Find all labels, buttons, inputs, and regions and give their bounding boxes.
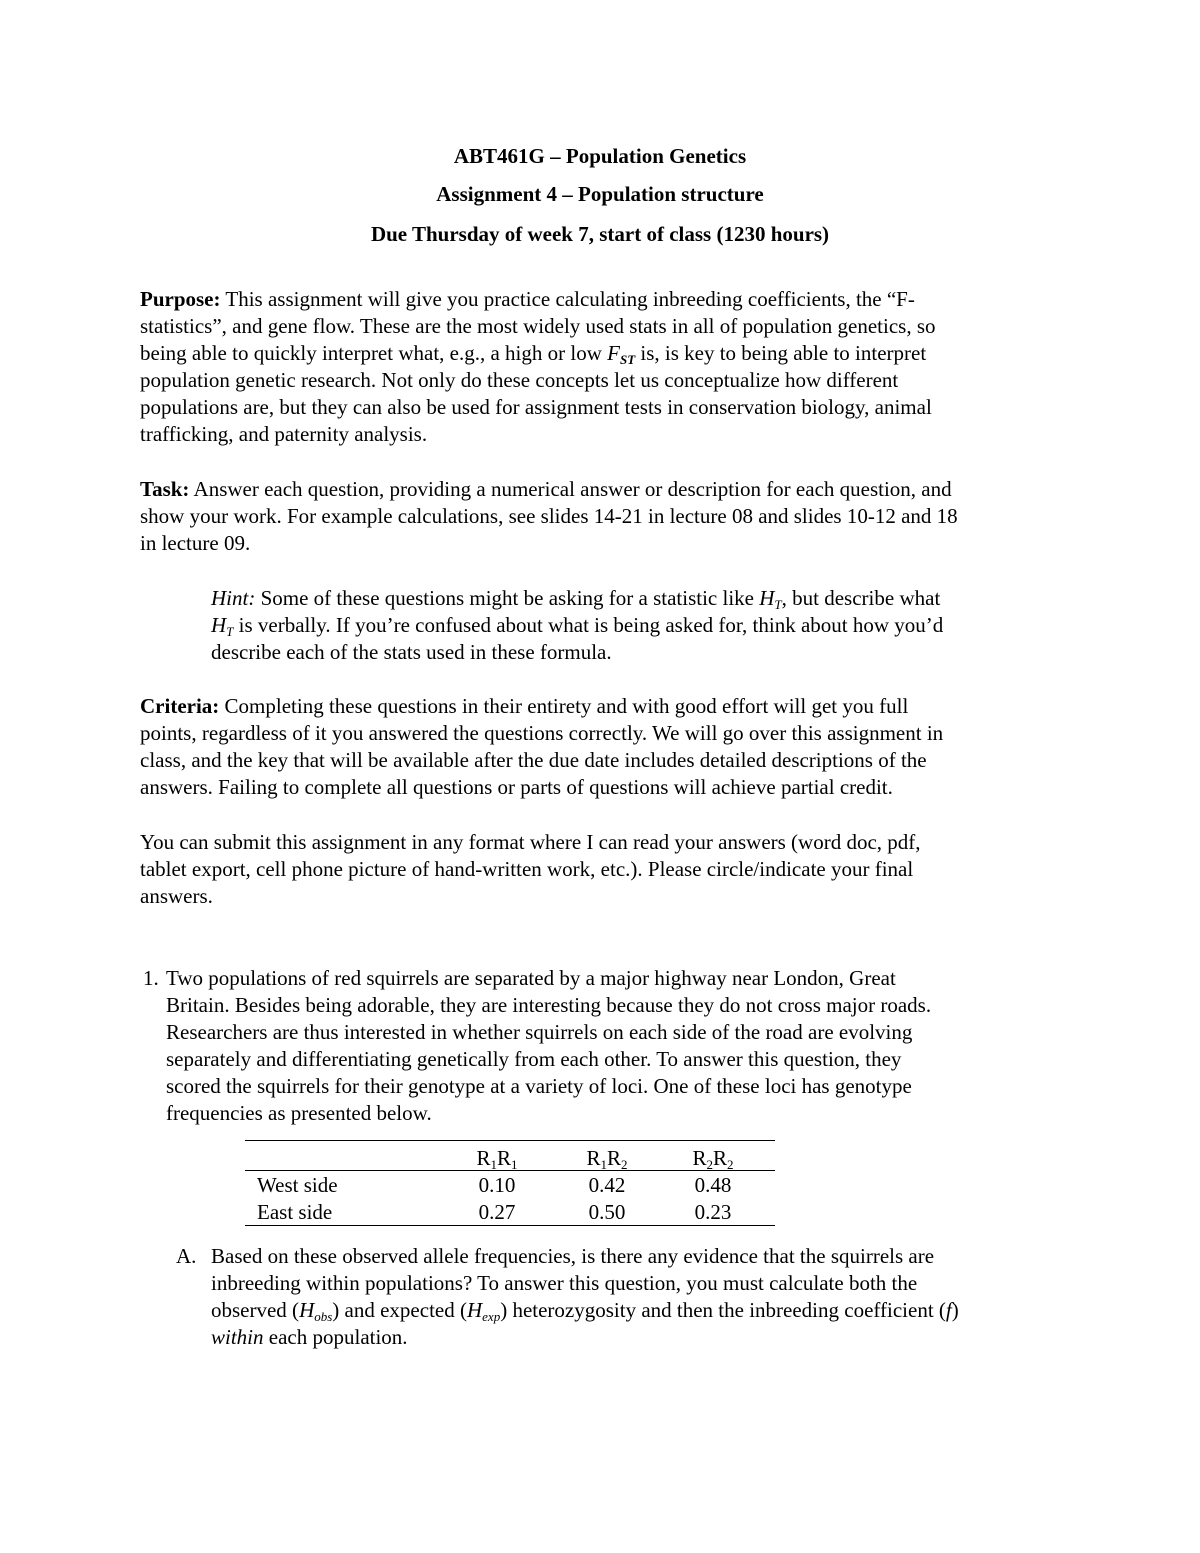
purpose-line-1: Purpose: This assignment will give you practice calculating inbreeding coefficients, the “F- xyxy=(140,287,915,311)
task-line-3: in lecture 09. xyxy=(140,531,251,555)
submit-line-2: tablet export, cell phone picture of hand-written work, etc.). Please circle/indicate your final xyxy=(140,857,914,881)
question-1-line-3: Researchers are thus interested in whether squirrels on each side of the road are evolving xyxy=(166,1020,913,1044)
table-header-r1r2: $R_1R_2$ xyxy=(586,1146,628,1172)
purpose-line-3: being able to quickly interpret what, e.g., a high or low $F_{ST}$ is, is key to being able to interpret xyxy=(140,341,927,367)
part-a-line-2: inbreeding within populations? To answer this question, you must calculate both the xyxy=(211,1271,918,1295)
purpose-line-2: statistics”, and gene flow. These are the most widely used stats in all of population genetics, so xyxy=(140,314,936,338)
row-label-east: East side xyxy=(257,1200,333,1224)
submit-line-3: answers. xyxy=(140,884,213,908)
criteria-line-2: points, regardless of it you answered the questions correctly. We will go over this assignment in xyxy=(140,721,944,745)
question-1-line-5: scored the squirrels for their genotype at a variety of loci. One of these loci has genotype xyxy=(166,1074,912,1098)
hint-label: Hint: xyxy=(211,586,256,610)
part-a-line-3: observed $(H_{obs})$ and expected $(H_{exp})$ heterozygosity and then the inbreeding coefficient (f) xyxy=(211,1298,959,1324)
course-title: ABT461G – Population Genetics xyxy=(453,144,747,168)
table-top-rule xyxy=(245,1140,775,1141)
purpose-label: Purpose: xyxy=(140,287,221,311)
cell-east-r2r2: 0.23 xyxy=(694,1200,732,1224)
cell-east-r1r2: 0.50 xyxy=(588,1200,626,1224)
table-header-rule xyxy=(245,1170,775,1171)
criteria-line-4: answers. Failing to complete all questions or parts of questions will achieve partial credit. xyxy=(140,775,893,799)
criteria-line-1: Criteria: Completing these questions in their entirety and with good effort will get you full xyxy=(140,694,909,718)
question-1-line-6: frequencies as presented below. xyxy=(166,1101,432,1125)
cell-west-r1r2: 0.42 xyxy=(588,1173,626,1197)
hint-line-1: Hint: Some of these questions might be asking for a statistic like $H_T$, but describe what xyxy=(211,586,941,612)
table-header-r2r2: $R_2R_2$ xyxy=(692,1146,734,1172)
purpose-line-6: trafficking, and paternity analysis. xyxy=(140,422,428,446)
cell-west-r2r2: 0.48 xyxy=(694,1173,732,1197)
question-1-line-1: Two populations of red squirrels are separated by a major highway near London, Great xyxy=(166,966,896,990)
part-a-line-1: Based on these observed allele frequencies, is there any evidence that the squirrels are xyxy=(211,1244,935,1268)
cell-west-r1r1: 0.10 xyxy=(478,1173,516,1197)
table-bottom-rule xyxy=(245,1225,775,1226)
hint-line-3: describe each of the stats used in these formula. xyxy=(211,640,612,664)
row-label-west: West side xyxy=(257,1173,338,1197)
task-line-1: Task: Answer each question, providing a numerical answer or description for each question, and xyxy=(140,477,952,501)
purpose-line-4: population genetic research. Not only do these concepts let us conceptualize how different xyxy=(140,368,899,392)
due-date: Due Thursday of week 7, start of class (1230 hours) xyxy=(370,222,830,246)
question-1-line-4: separately and differentiating genetically from each other. To answer this question, they xyxy=(166,1047,902,1071)
part-a-letter: A. xyxy=(176,1244,197,1268)
table-header-r1r1: $R_1R_1$ xyxy=(476,1146,518,1172)
hint-line-2: $H_T$ is verbally. If you’re confused about what is being asked for, think about how you’d xyxy=(211,613,944,639)
cell-east-r1r1: 0.27 xyxy=(478,1200,516,1224)
question-1-number: 1. xyxy=(143,966,159,990)
part-a-line-4: within each population. xyxy=(211,1325,408,1349)
assignment-title: Assignment 4 – Population structure xyxy=(436,182,764,206)
task-line-2: show your work. For example calculations, see slides 14-21 in lecture 08 and slides 10-12 and 18 xyxy=(140,504,958,528)
question-1-line-2: Britain. Besides being adorable, they are interesting because they do not cross major roads. xyxy=(166,993,932,1017)
submit-line-1: You can submit this assignment in any format where I can read your answers (word doc, pdf, xyxy=(140,830,921,854)
criteria-label: Criteria: xyxy=(140,694,220,718)
purpose-line-5: populations are, but they can also be used for assignment tests in conservation biology, animal xyxy=(140,395,932,419)
criteria-line-3: class, and the key that will be available after the due date includes detailed descriptions of the xyxy=(140,748,927,772)
task-label: Task: xyxy=(140,477,190,501)
